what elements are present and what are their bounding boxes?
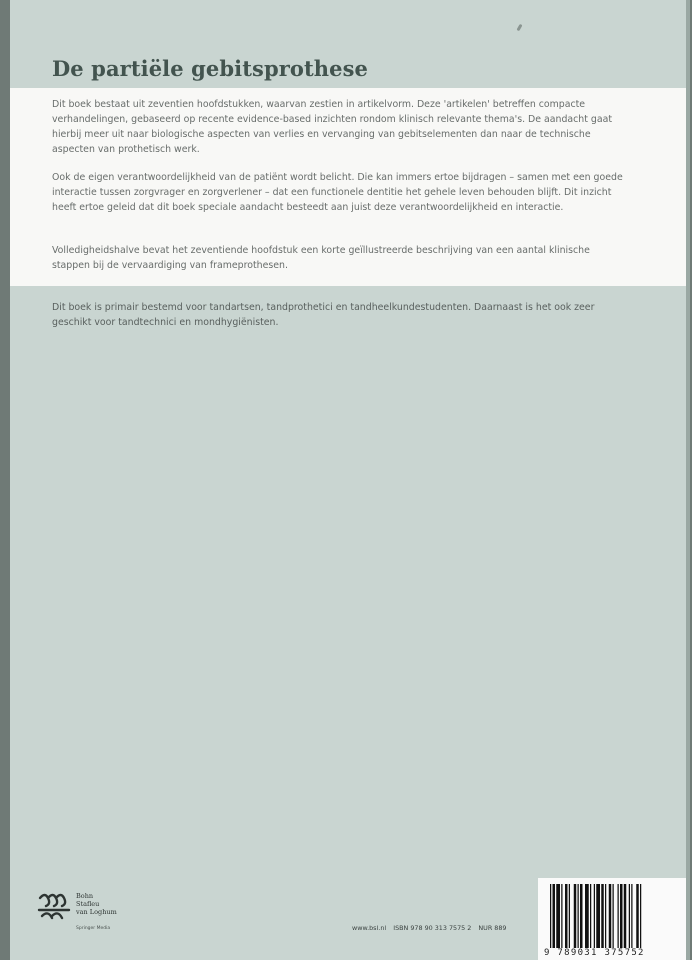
barcode-bar (594, 884, 595, 948)
isbn-text: ISBN 978 90 313 7575 2 (393, 924, 472, 932)
barcode-bar (620, 884, 623, 948)
barcode-bar (561, 884, 562, 948)
barcode-bars (548, 884, 678, 948)
barcode-bar (574, 884, 577, 948)
audience-paragraph: Dit boek is primair bestemd voor tandartsen, tandprothetici en tandheelkundestudenten. Daarnaast is het ook zeer geschikt voor tandtechnici en mondhygiënisten. (52, 302, 595, 328)
publisher-name-line-2: Stafleu (76, 900, 100, 908)
barcode-bar (618, 884, 619, 948)
publisher-website: www.bsl.nl (352, 924, 387, 932)
barcode-bar (596, 884, 600, 948)
barcode-bar (605, 884, 606, 948)
publisher-logo (36, 888, 146, 936)
barcode-number: 9 789031 375752 (544, 948, 645, 958)
description-paragraph-3: Volledigheidshalve bevat het zeventiende hoofdstuk een korte geïllustreerde beschrijving van een aantal klinische stappen bij de vervaardiging van frameprothesen. (52, 245, 590, 271)
barcode-bar (569, 884, 570, 948)
barcode-bar (556, 884, 560, 948)
barcode-bar (565, 884, 568, 948)
barcode-bar (553, 884, 556, 948)
scuff-mark (516, 24, 522, 32)
barcode-bar (550, 884, 551, 948)
publisher-name-line-3: van Loghum (76, 908, 117, 916)
barcode-bar (636, 884, 639, 948)
footer-info (352, 924, 512, 932)
barcode-bar (629, 884, 630, 948)
barcode-bar (640, 884, 641, 948)
barcode-bar (585, 884, 589, 948)
publisher-name-line-1: Bohn (76, 892, 94, 900)
barcode-bar (578, 884, 579, 948)
description-paragraph-2: Ook de eigen verantwoordelijkheid van de patiënt wordt belicht. Die kan immers ertoe bijdragen – samen met een goede interactie tussen zorgvrager en zorgverlener – dat een functionele dentitie het gehele leven behouden blijft. Dit inzicht heeft ertoe geleid dat dit boek speciale aandacht besteedt aan juist deze verantwoordelijkheid en interactie. (52, 172, 623, 213)
barcode (538, 878, 688, 960)
publisher-subtitle: Springer Media (76, 926, 111, 931)
barcode-bar (609, 884, 612, 948)
barcode-bar (590, 884, 591, 948)
barcode-bar (631, 884, 632, 948)
barcode-bar (601, 884, 604, 948)
publisher-name (76, 892, 117, 916)
bsl-logo-icon (36, 888, 72, 922)
description-paragraph-1: Dit boek bestaat uit zeventien hoofdstukken, waarvan zestien in artikelvorm. Deze 'artikelen' betreffen compacte verhandelingen, gebaseerd op recente evidence-based inzichten rondom klinisch relevante thema's. De aandacht gaat hierbij meer uit naar biologische aspecten van verlies en vervanging van gebitselementen dan naar de technische aspecten van prothetisch werk. (52, 99, 613, 155)
nur-text: NUR 889 (478, 924, 507, 932)
barcode-bar (624, 884, 627, 948)
barcode-bar (613, 884, 614, 948)
book-title: De partiële gebitsprothese (52, 56, 369, 81)
barcode-bar (580, 884, 583, 948)
book-back-cover (10, 0, 690, 960)
